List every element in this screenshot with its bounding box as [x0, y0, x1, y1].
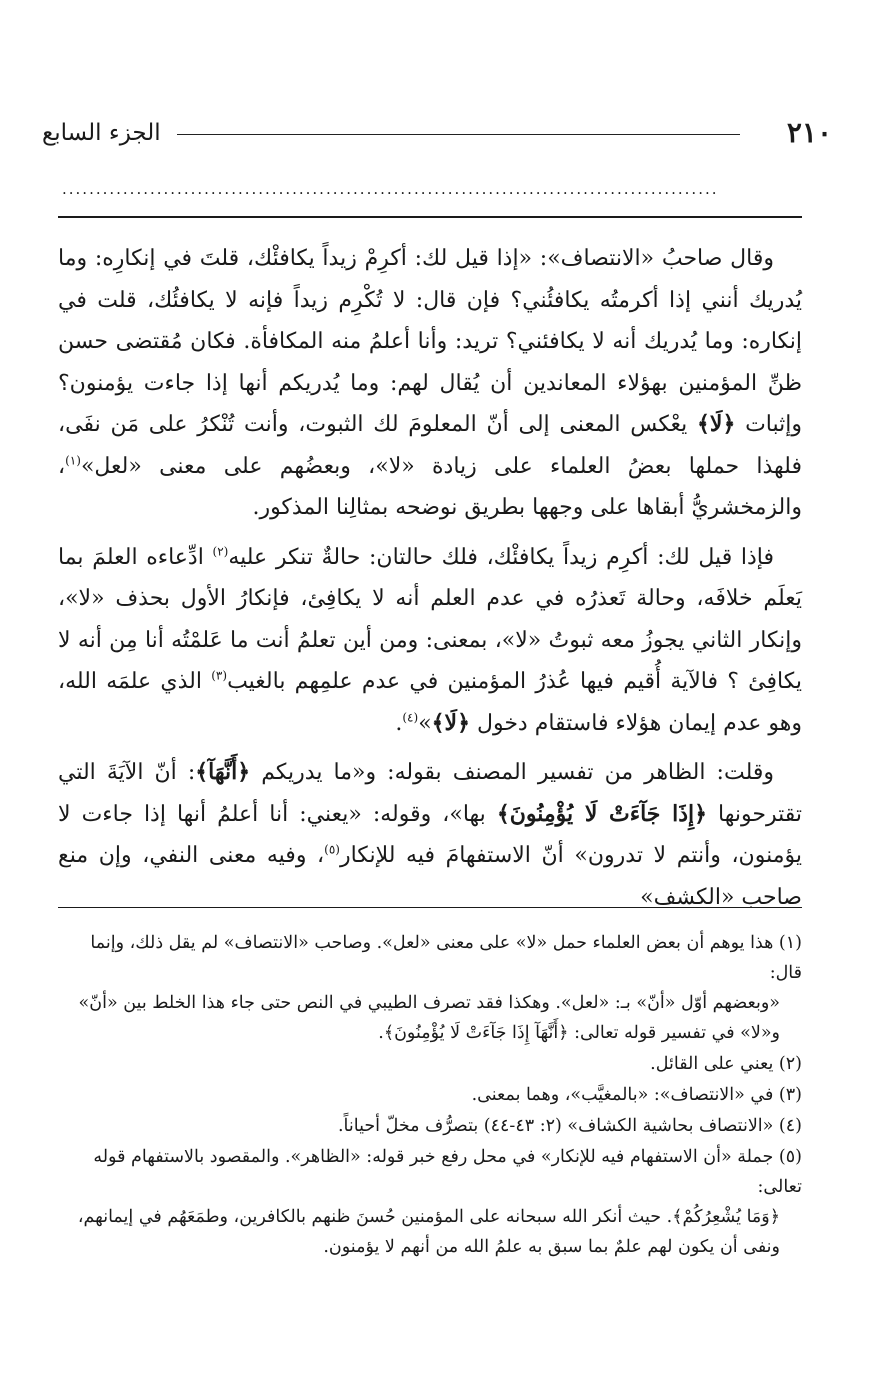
paragraph-2 [58, 537, 802, 745]
footnote-ref[interactable]: (٤) [402, 710, 419, 725]
footnote-rule [58, 907, 802, 908]
quran-quote: ﴿إِذَا جَآءَتْ لَا يُؤْمِنُونَ﴾ [496, 800, 708, 827]
text-run: : أنّ الآيَةَ التي تقترحونها [58, 760, 802, 827]
footnote-line: (١) هذا يوهم أن بعض العلماء حمل «لا» على معنى «لعل». وصاحب «الانتصاف» لم يقل ذلك، وإنما قال: [90, 933, 802, 983]
text-run: بها»، وقوله: «يعني: أنا أعلمُ أنها إذا جاءت لا يؤمنون، وأنتم لا تدرون» أنّ الاستفهامَ فيه للإنكار [58, 801, 802, 868]
footnote-line: (٥) جملة «أن الاستفهام فيه للإنكار» في محل رفع خبر قوله: «الظاهر». والمقصود بالاستفهام قوله تعالى: [93, 1147, 802, 1197]
text-run: يعْكس المعنى إلى أنّ المعلومَ لك الثبوت، وأنت تُنْكرُ على مَن نفَى، فلهذا حملها بعضُ العلماء على زيادة «لا»، وبعضُهم على معنى «لعل» [58, 412, 802, 479]
top-rule [58, 216, 802, 218]
quran-quote: ﴿لَا﴾ [697, 411, 736, 437]
quran-quote: ﴿لَا﴾ [431, 709, 470, 736]
page-header [42, 116, 832, 156]
footnote-line: (٢) يعني على القائل. [650, 1054, 802, 1074]
dotted-separator: ................................................................................................. [62, 180, 719, 198]
main-text [58, 238, 802, 926]
page-number: ٢١٠ [786, 116, 832, 149]
footnote-line: (٣) في «الانتصاف»: «بالمغيَّب»، وهما بمعنى. [471, 1085, 802, 1105]
text-run: » [418, 710, 432, 736]
footnote-line: «وبعضهم أوّل «أنّ» بـ: «لعل». وهكذا فقد تصرف الطيبي في النص حتى جاء هذا الخلط بين «أنّ» [78, 993, 780, 1013]
paragraph-1 [58, 238, 802, 529]
header-rule [177, 134, 740, 135]
footnote-1 [58, 928, 802, 1048]
text-run: وقلت: الظاهر من تفسير المصنف بقوله: و«ما يدريكم [250, 760, 775, 785]
footnote-line: و«لا» في تفسير قوله تعالى: ﴿أَنَّهَآ إِذَا جَآءَتْ لَا يُؤْمِنُونَ﴾. [378, 1023, 780, 1043]
footnote-ref[interactable]: (٣) [211, 668, 228, 683]
text-run: ، وفيه معنى النفي، وإن منع صاحب «الكشف» [58, 843, 802, 910]
footnote-line: ﴿وَمَا يُشْعِرُكُمْ﴾. حيث أنكر الله سبحانه على المؤمنين حُسنَ ظنهم بالكافرين، وطمَعَهُم في إيمانهم، [77, 1207, 780, 1227]
footnote-4 [58, 1111, 802, 1141]
footnote-ref[interactable]: (٥) [324, 842, 340, 857]
footnote-line: ونفى أن يكون لهم علمٌ بما سبق به علمُ الله من أنهم لا يؤمنون. [323, 1237, 780, 1257]
text-run: فإذا قيل لك: أكرِم زيداً يكافئْك، فلك حالتان: حالةٌ تنكر عليه [228, 544, 774, 570]
text-run: ، والزمخشريُّ أبقاها على وجهها بطريق نوضحه بمثالِنا المذكور. [58, 453, 802, 520]
footnote-5 [58, 1142, 802, 1262]
text-run: . [395, 710, 403, 736]
footnote-ref[interactable]: (٢) [212, 544, 229, 559]
text-run: وقال صاحبُ «الانتصاف»: «إذا قيل لك: أكرِمْ زيداً يكافئْك، قلتَ في إنكارِه: وما يُدريك أنني إذا أكرمتُه يكافئُني؟ فإن قال: لا تُكْرِم زيداً فإنه لا يكافئُك، قلت في إنكاره: وما يُدريك أنه لا يكافئني؟ تريد: وأنا أعلمُ منه المكافأة. فكان مُقتضى حسن ظنِّ المؤمنين بهؤلاء المعاندين أن يُقال لهم: وما يُدريكم أنها إذا جاءت يؤمنون؟ وإثبات [58, 246, 802, 437]
footnotes [58, 928, 802, 1263]
text-run: ادِّعاءه العلمَ بما يَعلَم خلافَه، وحالة تَعذرُه في عدم العلم أنه لا يكافِئ، فإنكارُ الأول بحذف «لا»، وإنكار الثاني يجوزُ معه ثبوتُ «لا»، بمعنى: ومن أين تعلمُ أنت ما عَلمْتُه أنا مِن أنه لا يكافِئ ؟ فالآية أُقيم فيها عُذرُ المؤمنين في عدم علمِهم بالغيب [58, 544, 803, 694]
footnote-3 [58, 1080, 802, 1110]
paragraph-3 [58, 752, 802, 918]
footnote-ref[interactable]: (١) [65, 453, 81, 468]
text-run: الذي علمَه الله، وهو عدم إيمان هؤلاء فاستقام دخول [58, 669, 802, 736]
footnote-line: (٤) «الانتصاف بحاشية الكشاف» (٢: ٤٣-٤٤) بتصرُّف مخلّ أحياناً. [337, 1116, 802, 1136]
footnote-2 [58, 1049, 802, 1079]
part-title: الجزء السابع [42, 120, 161, 146]
quran-quote: ﴿أَنَّهَآ﴾ [195, 759, 251, 785]
